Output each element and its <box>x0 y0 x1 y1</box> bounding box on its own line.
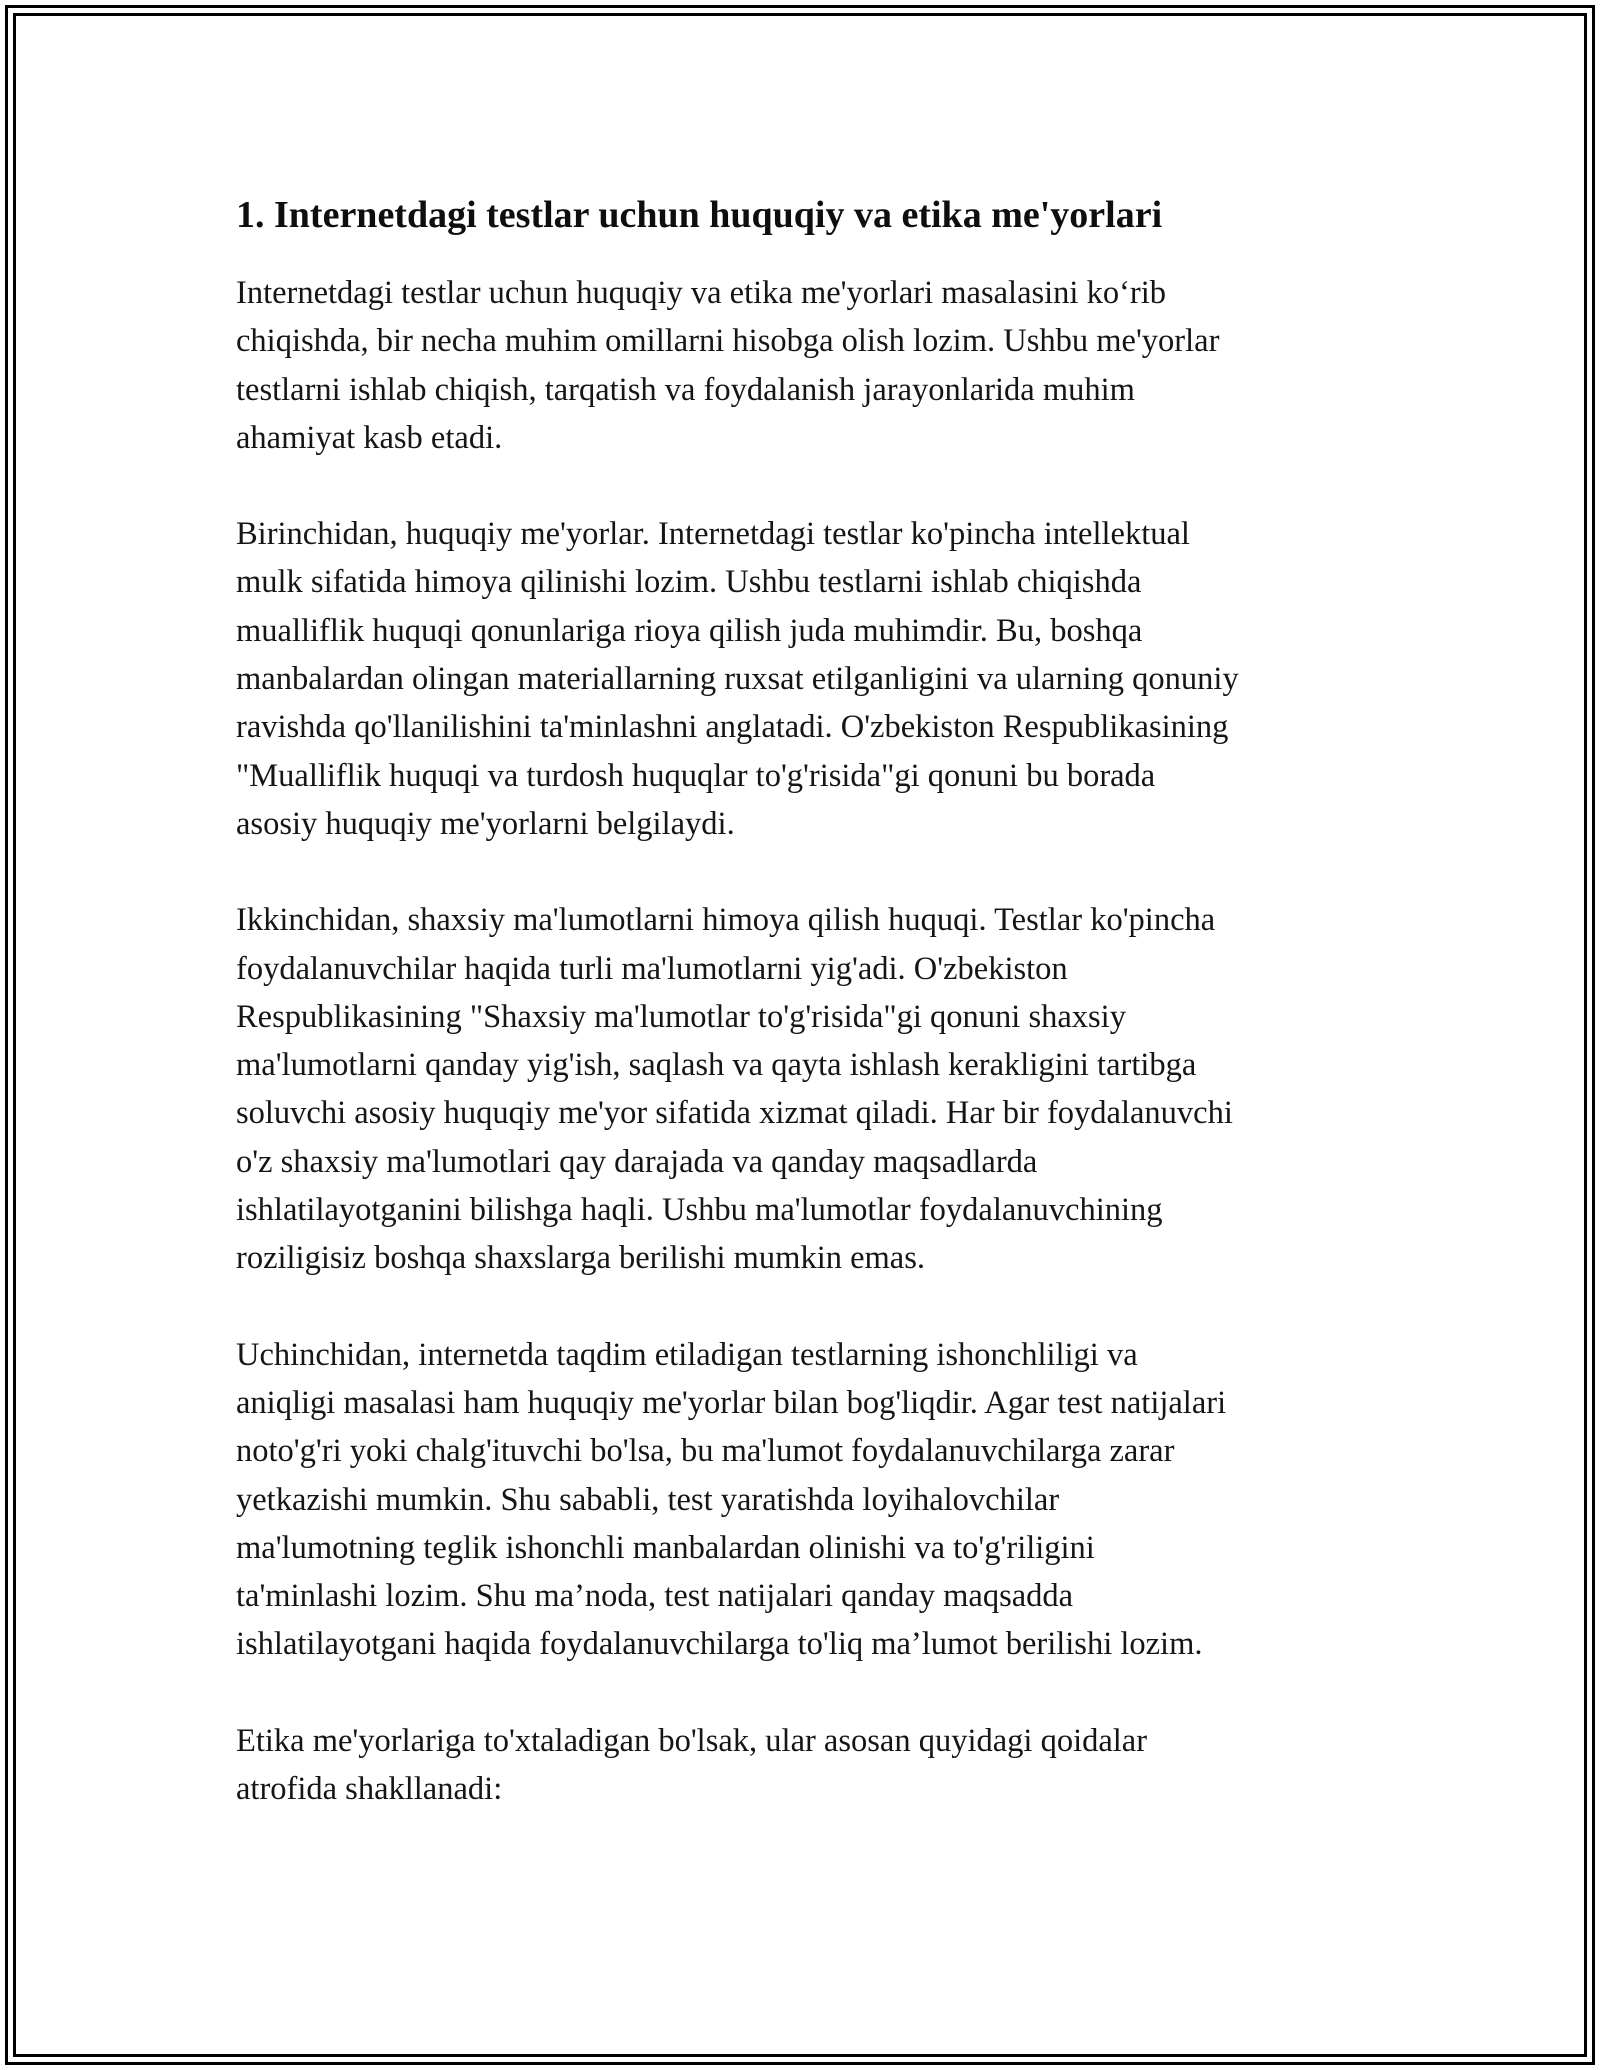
text-line: testlarni ishlab chiqish, tarqatish va foydalanish jarayonlarida muhim <box>236 371 1135 408</box>
text-line: manbalardan olingan materiallarning ruxsat etilganligini va ularning qonuniy <box>236 661 1239 698</box>
text-line: roziligisiz boshqa shaxslarga berilishi mumkin emas. <box>236 1240 926 1277</box>
paragraph-ethics <box>236 1717 1376 1814</box>
text-line: ishlatilayotgani haqida foydalanuvchilarga to'liq ma’lumot berilishi lozim. <box>236 1626 1203 1663</box>
text-line: Respublikasining "Shaxsiy ma'lumotlar to'g'risida"gi qonuni shaxsiy <box>236 998 1126 1035</box>
document-body <box>236 183 1376 1861</box>
text-line: ishlatilayotganini bilishga haqli. Ushbu ma'lumotlar foydalanuvchining <box>236 1192 1163 1229</box>
text-line: aniqligi masalasi ham huquqiy me'yorlar bilan bog'liqdir. Agar test natijalari <box>236 1384 1227 1421</box>
text-line: Etika me'yorlariga to'xtaladigan bo'lsak, ular asosan quyidagi qoidalar <box>236 1722 1148 1759</box>
text-line: foydalanuvchilar haqida turli ma'lumotlarni yig'adi. O'zbekiston <box>236 950 1068 987</box>
text-line: ta'minlashi lozim. Shu ma’noda, test natijalari qanday maqsadda <box>236 1578 1074 1615</box>
paragraph-personal-data <box>236 896 1376 1282</box>
text-line: chiqishda, bir necha muhim omillarni hisobga olish lozim. Ushbu me'yorlar <box>236 323 1220 360</box>
text-line: ahamiyat kasb etadi. <box>236 419 503 456</box>
paragraph-legal-norms <box>236 510 1376 848</box>
text-line: "Mualliflik huquqi va turdosh huquqlar to'g'risida"gi qonuni bu borada <box>236 757 1156 794</box>
text-line: yetkazishi mumkin. Shu sababli, test yaratishda loyihalovchilar <box>236 1481 1060 1518</box>
text-line: Birinchidan, huquqiy me'yorlar. Internetdagi testlar ko'pincha intellektual <box>236 516 1190 553</box>
text-line: Uchinchidan, internetda taqdim etiladigan testlarning ishonchliligi va <box>236 1336 1138 1373</box>
paragraph-intro <box>236 269 1376 462</box>
text-line: atrofida shakllanadi: <box>236 1771 503 1808</box>
text-line: ma'lumotlarni qanday yig'ish, saqlash va qayta ishlash kerakligini tartibga <box>236 1047 1197 1084</box>
section-heading: 1. Internetdagi testlar uchun huquqiy va etika me'yorlari <box>236 194 1163 236</box>
text-line: o'z shaxsiy ma'lumotlari qay darajada va qanday maqsadlarda <box>236 1143 1038 1180</box>
text-line: Ikkinchidan, shaxsiy ma'lumotlarni himoya qilish huquqi. Testlar ko'pincha <box>236 902 1216 939</box>
text-line: mualliflik huquqi qonunlariga rioya qilish juda muhimdir. Bu, boshqa <box>236 612 1143 649</box>
paragraph-reliability <box>236 1331 1376 1669</box>
text-line: Internetdagi testlar uchun huquqiy va etika me'yorlari masalasini ko‘rib <box>236 275 1167 311</box>
text-line: noto'g'ri yoki chalg'ituvchi bo'lsa, bu ma'lumot foydalanuvchilarga zarar <box>236 1433 1175 1470</box>
text-line: ma'lumotning teglik ishonchli manbalardan olinishi va to'g'riligini <box>236 1529 1095 1566</box>
text-line: asosiy huquqiy me'yorlarni belgilaydi. <box>236 805 735 842</box>
text-line: mulk sifatida himoya qilinishi lozim. Ushbu testlarni ishlab chiqishda <box>236 564 1142 601</box>
text-line: ravishda qo'llanilishini ta'minlashni anglatadi. O'zbekiston Respublikasining <box>236 709 1229 746</box>
text-line: soluvchi asosiy huquqiy me'yor sifatida xizmat qiladi. Har bir foydalanuvchi <box>236 1095 1233 1132</box>
